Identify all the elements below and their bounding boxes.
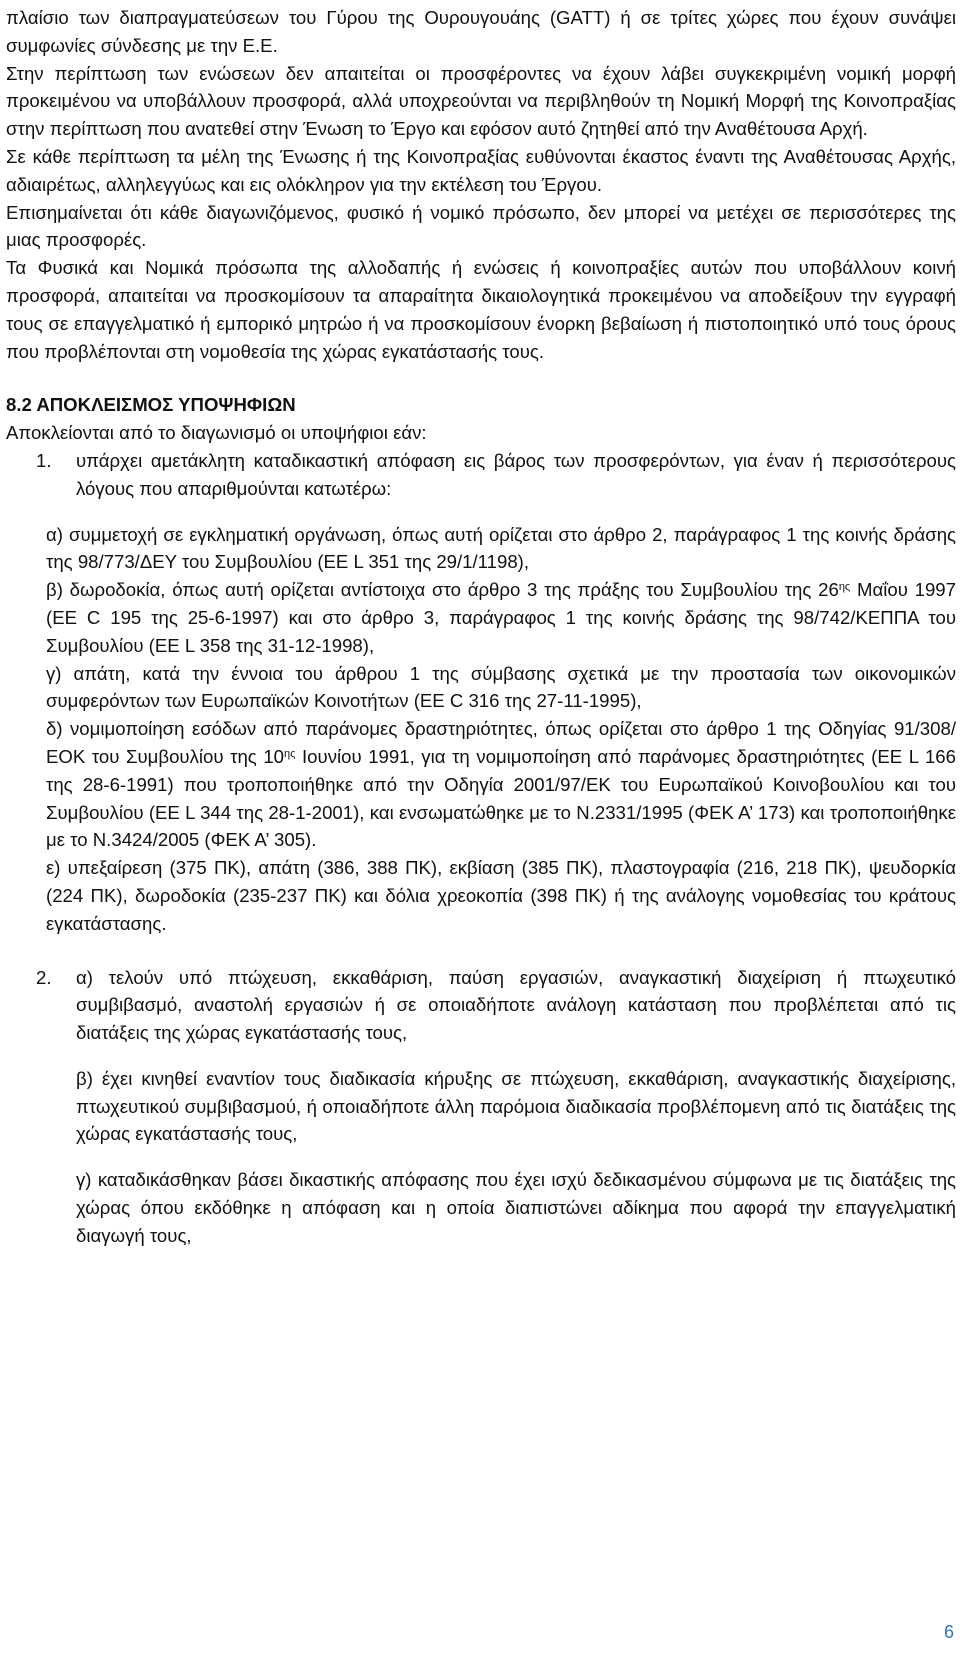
item2-sub-a: α) τελούν υπό πτώχευση, εκκαθάριση, παύση εργασιών, αναγκαστική διαχείριση ή πτωχευτικό συμβιβασμό, αναστολή εργασιών ή σε οποιαδήποτε ανάλογη κατάσταση που προβλέπεται από τις διατάξεις της χώρας εγκατάστασής τους,	[76, 966, 956, 1044]
item1-sub-d	[46, 715, 956, 854]
intro-paragraph-2: Στην περίπτωση των ενώσεων δεν απαιτείται οι προσφέροντες να έχουν λάβει συγκεκριμένη νομική μορφή προκειμένου να υποβάλλουν προσφορά, αλλά υποχρεούνται να περιβληθούν τη Νομική Μορφή της Κοινοπραξίας στην περίπτωση που ανατεθεί στην Ένωση το Έργο και εφόσον αυτό ζητηθεί από την Αναθέτουσα Αρχή.	[6, 62, 956, 140]
section-heading: 8.2 ΑΠΟΚΛΕΙΣΜΟΣ ΥΠΟΨΗΦΙΩΝ	[6, 394, 296, 416]
item2-sub-b: β) έχει κινηθεί εναντίον τους διαδικασία κήρυξης σε πτώχευση, εκκαθάριση, αναγκαστικής διαχείρισης, πτωχευτικού συμβιβασμού, ή οποιαδήποτε άλλη παρόμοια διαδικασία προβλέπομενη από τις διατάξεις της χώρας εγκατάστασής τους,	[76, 1067, 956, 1145]
intro-paragraph-5: Τα Φυσικά και Νομικά πρόσωπα της αλλοδαπής ή ενώσεις ή κοινοπραξίες αυτών που υποβάλλουν κοινή προσφορά, απαιτείται να προσκομίσουν τα απαραίτητα δικαιολογητικά προκειμένου να αποδείξουν την εγγραφή τους σε επαγγελματικό ή εμπορικό μητρώο ή να προσκομίσουν ένορκη βεβαίωση ή πιστοποιητικό υπό τους όρους που προβλέπονται στη νομοθεσία της χώρας εγκατάστασής τους.	[6, 257, 956, 362]
intro-paragraph-3: Σε κάθε περίπτωση τα μέλη της Ένωσης ή της Κοινοπραξίας ευθύνονται έκαστος έναντι της Αναθέτουσας Αρχής, αδιαιρέτως, αλληλεγγύως και εις ολόκληρον για την εκτέλεση του Έργου.	[6, 145, 956, 195]
page-number: 6	[943, 1622, 954, 1643]
section-lead: Αποκλείονται από το διαγωνισμό οι υποψήφιοι εάν:	[6, 422, 427, 444]
item1-sub-e: ε) υπεξαίρεση (375 ΠΚ), απάτη (386, 388 ΠΚ), εκβίαση (385 ΠΚ), πλαστογραφία (216, 218 ΠΚ), ψευδορκία (224 ΠΚ), δωροδοκία (235-237 ΠΚ) και δόλια χρεοκοπία (398 ΠΚ) ή της ανάλογης νομοθεσίας του κράτους εγκατάστασης.	[46, 857, 956, 934]
item1-sub-d-text-cont: Ιουνίου 1991, για τη νομιμοποίηση από παράνομες δραστηριότητες (ΕΕ L 166 της 28-6-1991) που τροποποιήθηκε από την Οδηγία 2001/97/ΕΚ του Ευρωπαϊκού Κοινοβουλίου και του Συμβουλίου (ΕΕ L 344 της 28-1-2001), και ενσωματώθηκε με το Ν.2331/1995 (ΦΕΚ Α’ 173) και τροποποιήθηκε με το Ν.3424/2005 (ΦΕΚ Α’ 305).	[46, 745, 956, 851]
item1-sub-c: γ) απάτη, κατά την έννοια του άρθρου 1 της σύμβασης σχετικά με την προστασία των οικονομικών συμφερόντων των Ευρωπαϊκών Κοινοτήτων (ΕΕ C 316 της 27-11-1995),	[46, 662, 956, 712]
item1-sub-d-text: δ) νομιμοποίηση εσόδων από παράνομες δραστηριότητες, όπως ορίζεται στο άρθρο 1 της Οδηγίας 91/308/ΕΟΚ του Συμβουλίου της 10	[46, 718, 956, 767]
item1-sub-b-text-cont: Μαΐου 1997 (ΕΕ C 195 της 25-6-1997) και στο άρθρο 3, παράγραφος 1 της κοινής δράσης της 98/742/ΚΕΠΠΑ του Συμβουλίου (ΕΕ L 358 της 31-12-1998),	[46, 579, 956, 656]
item2-subitems	[76, 964, 956, 1250]
list-item-1-text: υπάρχει αμετάκλητη καταδικαστική απόφαση εις βάρος των προσφερόντων, για έναν ή περισσότερους λόγους που απαριθμούνται κατωτέρω:	[76, 449, 956, 499]
intro-paragraph-4: Επισημαίνεται ότι κάθε διαγωνιζόμενος, φυσικό ή νομικό πρόσωπο, δεν μπορεί να μετέχει σε περισσότερες της μιας προσφορές.	[6, 201, 956, 251]
spacer	[76, 1148, 956, 1166]
superscript: ης	[838, 581, 851, 594]
list-number: 2.	[36, 966, 52, 988]
list-number: 1.	[36, 449, 52, 471]
list-item-1	[6, 447, 956, 503]
spacer	[6, 503, 956, 521]
item1-sub-b-text: β) δωροδοκία, όπως αυτή ορίζεται αντίστοιχα στο άρθρο 3 της πράξης του Συμβουλίου της 26	[46, 579, 839, 601]
spacer	[6, 365, 956, 391]
item1-sub-b	[46, 576, 956, 659]
item2-sub-c: γ) καταδικάσθηκαν βάσει δικαστικής απόφασης που έχει ισχύ δεδικασμένου σύμφωνα με τις διατάξεις της χώρας όπου εκδόθηκε η απόφαση και η οποία διαπιστώνει αδίκημα που αφορά την επαγγελματική διαγωγή τους,	[76, 1169, 956, 1246]
superscript: ης	[284, 747, 296, 760]
document-page	[6, 4, 956, 1250]
spacer	[76, 1047, 956, 1065]
spacer	[6, 938, 956, 964]
list-item-2	[6, 964, 956, 1250]
item1-subitems	[46, 521, 956, 938]
intro-paragraph-1: πλαίσιο των διαπραγματεύσεων του Γύρου της Ουρουγουάης (GATT) ή σε τρίτες χώρες που έχουν συνάψει συμφωνίες σύνδεσης με την Ε.Ε.	[6, 7, 956, 56]
item1-sub-a: α) συμμετοχή σε εγκληματική οργάνωση, όπως αυτή ορίζεται στο άρθρο 2, παράγραφος 1 της κοινής δράσης της 98/773/ΔΕΥ του Συμβουλίου (ΕΕ L 351 της 29/1/1198),	[46, 523, 956, 573]
